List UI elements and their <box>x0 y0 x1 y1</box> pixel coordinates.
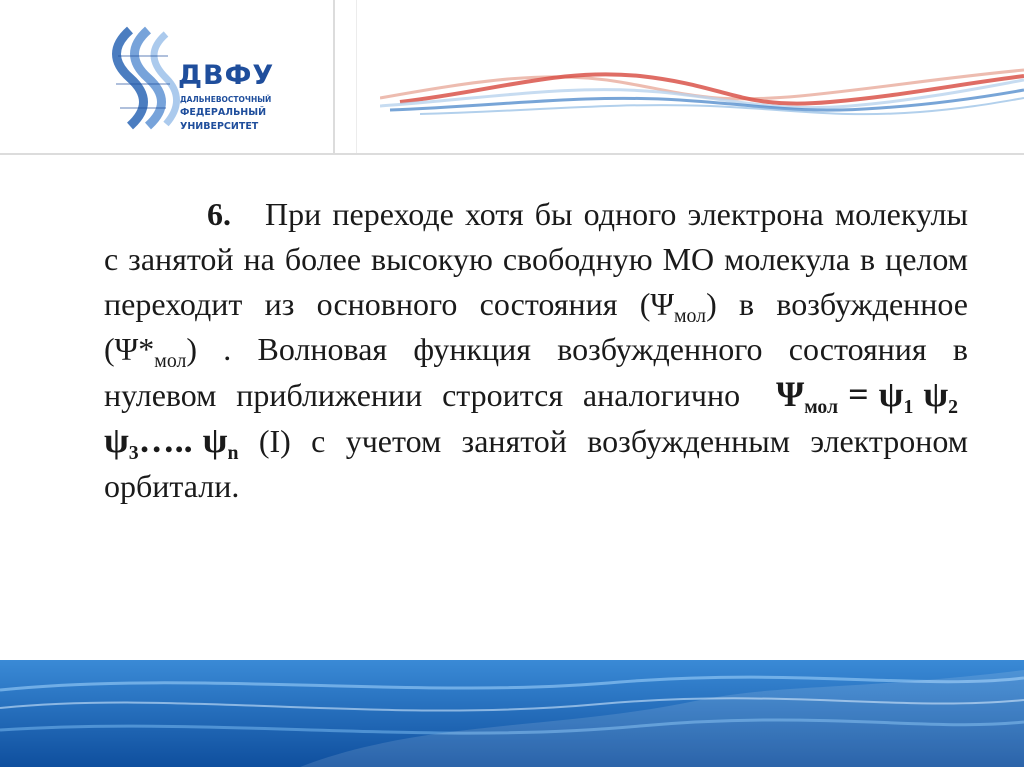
logo-subtitle-line2: ФЕДЕРАЛЬНЫЙ <box>180 107 267 118</box>
formula-term2-subscript: 2 <box>948 395 958 418</box>
header-divider-horizontal <box>0 153 1024 155</box>
logo-title: ДВФУ <box>178 60 275 91</box>
university-logo <box>108 26 284 130</box>
paragraph-text-part2: ) в возбужденное (Ψ* <box>104 286 968 367</box>
formula-ellipsis: ….. <box>138 420 193 460</box>
header-divider-vertical <box>333 0 335 155</box>
formula-term-n-subscript: n <box>227 441 239 464</box>
logo-helix-mark <box>108 26 182 130</box>
formula-psi-subscript: мол <box>804 395 839 418</box>
item-number: 6. <box>207 196 231 232</box>
header-waves-decoration <box>380 40 1024 140</box>
paragraph-text-part3: ) . Волновая функция возбужденного состояния в нулевом приближении строится аналогично <box>104 331 968 413</box>
formula-term1-subscript: 1 <box>903 395 914 418</box>
formula-psi: Ψ <box>776 374 805 414</box>
excited-state-subscript: мол <box>154 349 187 372</box>
formula-equals: = <box>848 374 869 414</box>
formula-term2: ψ <box>923 374 949 414</box>
logo-subtitle-line3: УНИВЕРСИТЕТ <box>180 121 259 132</box>
paragraph-text-part1: При переходе хотя бы одного электрона молекулы с занятой на более высокую свободную МО молекула в целом переходит из основного состояния (Ψ <box>104 196 968 322</box>
formula-term3-subscript: 3 <box>128 441 139 464</box>
paragraph-text-part4: (I) с учетом занятой возбужденным электроном орбитали. <box>104 423 969 504</box>
formula-term1: ψ <box>878 374 904 414</box>
logo-subtitle-line1: ДАЛЬНЕВОСТОЧНЫЙ <box>180 95 272 104</box>
footer-wave-band <box>0 660 1024 767</box>
formula-term-n: ψ <box>202 420 228 460</box>
formula-term3: ψ <box>104 420 129 460</box>
header-divider-vertical-light <box>356 0 357 155</box>
ground-state-subscript: мол <box>673 304 707 327</box>
slide-paragraph <box>104 192 968 509</box>
